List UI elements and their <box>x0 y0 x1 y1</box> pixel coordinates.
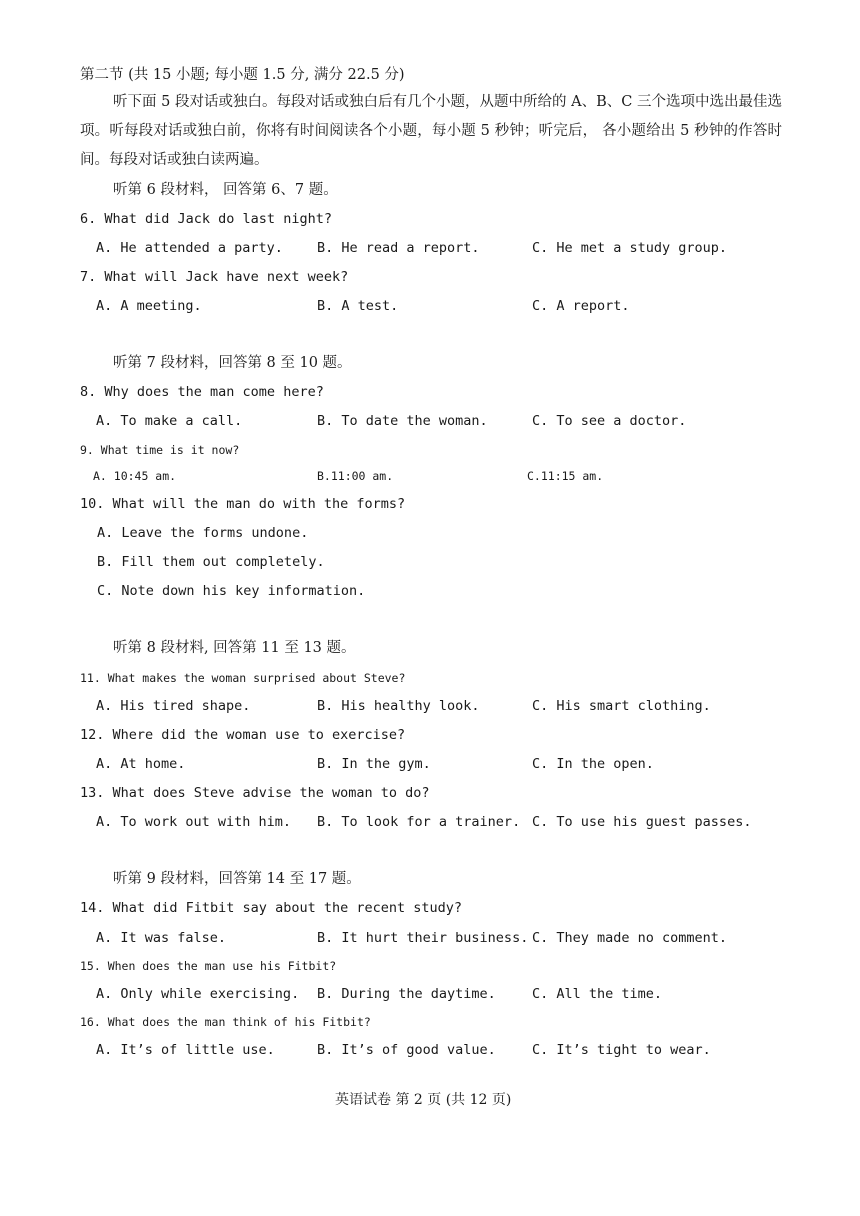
question-7-option-c[interactable]: C. A report. <box>532 298 630 314</box>
question-14-stem: 14. What did Fitbit say about the recent study? <box>80 900 463 916</box>
question-16-option-a[interactable]: A. It’s of little use. <box>96 1042 275 1058</box>
question-15-stem: 15. When does the man use his Fitbit? <box>80 959 337 973</box>
question-9-stem: 9. What time is it now? <box>80 443 240 457</box>
group-intro-7: 听第 7 段材料，回答第 8 至 10 题。 <box>113 355 352 371</box>
group-intro-8: 听第 8 段材料, 回答第 11 至 13 题。 <box>113 640 356 656</box>
question-12-option-c[interactable]: C. In the open. <box>532 756 654 772</box>
question-10-stem: 10. What will the man do with the forms? <box>80 496 406 512</box>
question-10-option-c[interactable]: C. Note down his key information. <box>97 583 366 599</box>
question-8-stem: 8. Why does the man come here? <box>80 384 324 400</box>
question-11-option-b[interactable]: B. His healthy look. <box>317 698 480 714</box>
question-7-option-a[interactable]: A. A meeting. <box>96 298 202 314</box>
question-16-option-b[interactable]: B. It’s of good value. <box>317 1042 496 1058</box>
question-13-stem: 13. What does Steve advise the woman to do? <box>80 785 430 801</box>
section-heading: 第二节 (共 15 小题; 每小题 1.5 分, 满分 22.5 分) <box>80 67 405 83</box>
question-15-option-a[interactable]: A. Only while exercising. <box>96 986 300 1002</box>
question-10-option-a[interactable]: A. Leave the forms undone. <box>97 525 309 541</box>
instructions-text: 听下面 5 段对话或独白。每段对话或独白后有几个小题，从题中所给的 A、B、C 三个选项中选出最佳选项。听每段对话或独白前，你将有时间阅读各个小题，每小题 5 秒钟；听完后， 各小题给出 5 秒钟的作答时间。每段对话或独白读两遍。 <box>80 94 782 168</box>
question-7-option-b[interactable]: B. A test. <box>317 298 399 314</box>
question-11-stem: 11. What makes the woman surprised about Steve? <box>80 671 406 685</box>
question-12-option-a[interactable]: A. At home. <box>96 756 186 772</box>
question-10-option-b[interactable]: B. Fill them out completely. <box>97 554 325 570</box>
question-14-option-a[interactable]: A. It was false. <box>96 930 227 946</box>
question-6-stem: 6. What did Jack do last night? <box>80 211 332 227</box>
page-footer: 英语试卷 第 2 页 (共 12 页) <box>335 1092 512 1108</box>
question-9-option-b[interactable]: B.11:00 am. <box>317 469 394 483</box>
question-16-option-c[interactable]: C. It’s tight to wear. <box>532 1042 711 1058</box>
question-6-option-a[interactable]: A. He attended a party. <box>96 240 283 256</box>
question-13-option-c[interactable]: C. To use his guest passes. <box>532 814 752 830</box>
question-7-stem: 7. What will Jack have next week? <box>80 269 349 285</box>
question-8-option-b[interactable]: B. To date the woman. <box>317 413 488 429</box>
question-16-stem: 16. What does the man think of his Fitbit? <box>80 1015 371 1029</box>
question-13-option-a[interactable]: A. To work out with him. <box>96 814 292 830</box>
group-intro-9: 听第 9 段材料，回答第 14 至 17 题。 <box>113 871 361 887</box>
question-9-option-c[interactable]: C.11:15 am. <box>527 469 604 483</box>
question-6-option-c[interactable]: C. He met a study group. <box>532 240 728 256</box>
question-13-option-b[interactable]: B. To look for a trainer. <box>317 814 521 830</box>
question-11-option-a[interactable]: A. His tired shape. <box>96 698 251 714</box>
question-8-option-c[interactable]: C. To see a doctor. <box>532 413 687 429</box>
question-11-option-c[interactable]: C. His smart clothing. <box>532 698 711 714</box>
group-intro-6: 听第 6 段材料， 回答第 6、7 题。 <box>113 182 338 198</box>
question-15-option-c[interactable]: C. All the time. <box>532 986 663 1002</box>
question-8-option-a[interactable]: A. To make a call. <box>96 413 243 429</box>
question-6-option-b[interactable]: B. He read a report. <box>317 240 480 256</box>
question-15-option-b[interactable]: B. During the daytime. <box>317 986 496 1002</box>
question-14-option-c[interactable]: C. They made no comment. <box>532 930 728 946</box>
section-instructions <box>80 88 782 175</box>
question-12-stem: 12. Where did the woman use to exercise? <box>80 727 406 743</box>
question-9-option-a[interactable]: A. 10:45 am. <box>93 469 177 483</box>
question-12-option-b[interactable]: B. In the gym. <box>317 756 431 772</box>
question-14-option-b[interactable]: B. It hurt their business. <box>317 930 529 946</box>
